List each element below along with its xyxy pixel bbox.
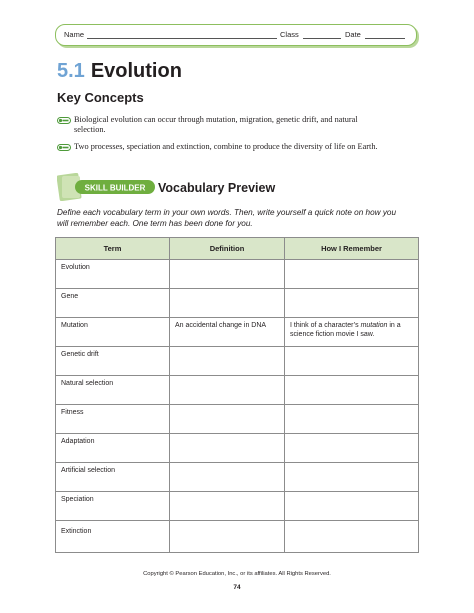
name-field[interactable] <box>87 38 277 39</box>
key-concept-item <box>57 115 387 135</box>
table-row <box>56 405 419 434</box>
remember-cell <box>285 318 419 347</box>
term-cell: Evolution <box>56 260 170 289</box>
section-title: Evolution <box>90 60 182 82</box>
definition-cell[interactable] <box>170 347 285 376</box>
term-column-header: Term <box>56 238 170 260</box>
section-number: 5.1 <box>57 60 85 82</box>
definition-cell[interactable] <box>170 289 285 318</box>
key-icon <box>57 117 71 124</box>
table-row <box>56 434 419 463</box>
remember-cell[interactable] <box>285 376 419 405</box>
definition-cell[interactable] <box>170 521 285 553</box>
remember-cell[interactable] <box>285 289 419 318</box>
term-cell: Gene <box>56 289 170 318</box>
remember-cell[interactable] <box>285 405 419 434</box>
term-cell <box>56 376 170 405</box>
name-label: Name <box>64 30 85 39</box>
term-cell: Mutation <box>56 318 170 347</box>
table-row <box>56 521 419 553</box>
remember-cell[interactable] <box>285 347 419 376</box>
key-concepts-heading: Key Concepts <box>57 90 144 105</box>
term-cell <box>56 463 170 492</box>
table-row <box>56 347 419 376</box>
term-cell: Adaptation <box>56 434 170 463</box>
instructions-text: Define each vocabulary term in your own words. Then, write yourself a quick note on how you will remember each. One term has been done for you. <box>57 208 397 228</box>
remember-cell[interactable] <box>285 260 419 289</box>
vocabulary-table <box>55 237 419 553</box>
definition-cell[interactable] <box>170 492 285 521</box>
remember-text: in a science fiction movie I saw. <box>290 322 401 338</box>
table-header-row <box>56 238 419 260</box>
definition-cell[interactable] <box>170 463 285 492</box>
remember-text: I think of a character’s <box>290 322 361 329</box>
key-concept-item <box>57 142 387 152</box>
key-concept-text: Two processes, speciation and extinction, combine to produce the diversity of life on Earth. <box>74 142 378 151</box>
remember-cell[interactable] <box>285 521 419 553</box>
definition-cell[interactable] <box>170 434 285 463</box>
definition-column-header: Definition <box>170 238 285 260</box>
remember-emphasis: mutation <box>360 322 388 329</box>
key-icon <box>57 144 71 151</box>
definition-cell[interactable] <box>170 376 285 405</box>
term-cell: Speciation <box>56 492 170 521</box>
remember-column-header: How I Remember <box>285 238 419 260</box>
term-text: Artificial selection <box>61 467 116 474</box>
definition-cell: An accidental change in DNA <box>170 318 285 347</box>
table-row <box>56 463 419 492</box>
class-field[interactable] <box>303 38 341 39</box>
date-field[interactable] <box>365 38 405 39</box>
skill-builder-badge <box>57 173 157 201</box>
definition-cell[interactable] <box>170 405 285 434</box>
vocabulary-preview-heading: Vocabulary Preview <box>158 181 276 195</box>
date-label: Date <box>345 30 361 39</box>
remember-cell[interactable] <box>285 463 419 492</box>
table-row <box>56 318 419 347</box>
table-row <box>56 376 419 405</box>
definition-cell[interactable] <box>170 260 285 289</box>
copyright-notice: Copyright © Pearson Education, Inc., or its affiliates. All Rights Reserved. <box>143 571 331 577</box>
term-cell: Genetic drift <box>56 347 170 376</box>
name-class-date-bar <box>55 24 417 46</box>
term-cell: Extinction <box>56 521 170 553</box>
page-number: 74 <box>233 584 241 591</box>
remember-cell[interactable] <box>285 492 419 521</box>
term-cell: Fitness <box>56 405 170 434</box>
remember-cell[interactable] <box>285 434 419 463</box>
table-row <box>56 260 419 289</box>
skill-builder-label: SKILL BUILDER <box>84 183 146 193</box>
class-label: Class <box>280 30 299 39</box>
key-concept-text: Biological evolution can occur through mutation, migration, genetic drift, and natural selection. <box>74 115 358 134</box>
table-row <box>56 289 419 318</box>
table-row <box>56 492 419 521</box>
term-text: Natural selection <box>61 380 114 387</box>
page-title <box>57 60 182 83</box>
